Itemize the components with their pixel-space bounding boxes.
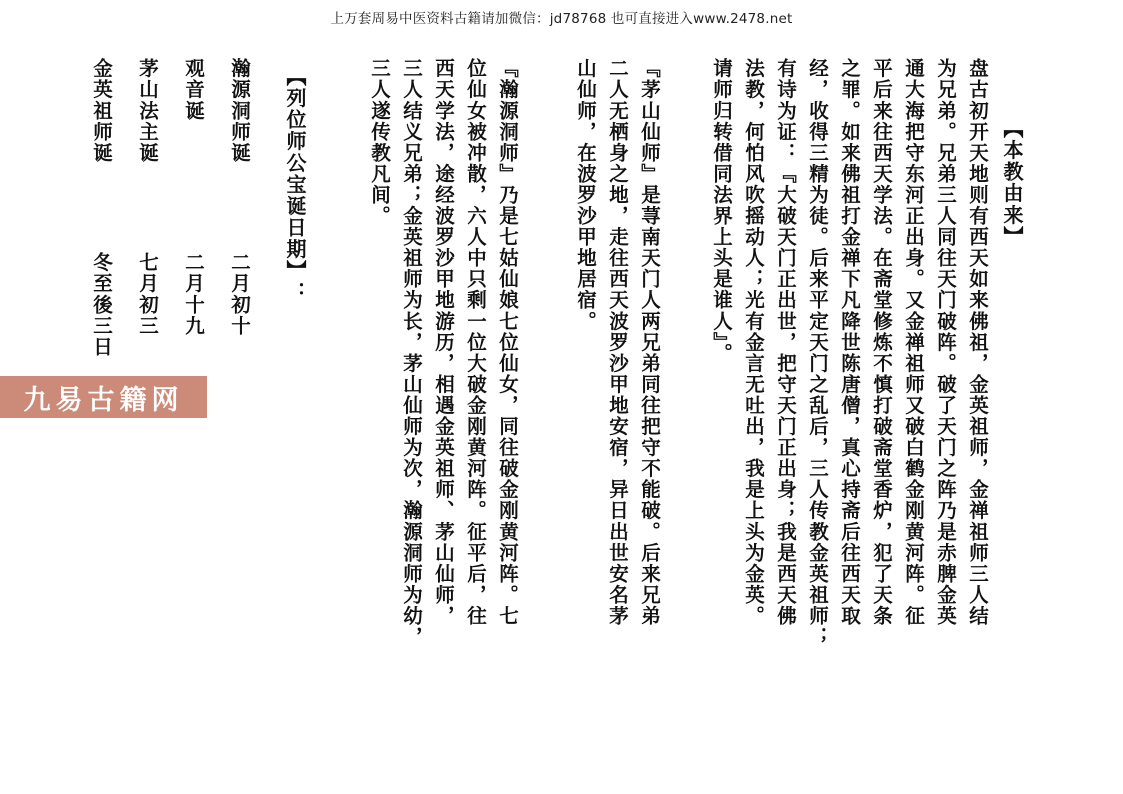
section-title-origin: 【本教由来】: [1000, 118, 1024, 248]
birthday-date: 二月初十: [228, 252, 251, 337]
birthday-name: 瀚源洞师诞: [228, 58, 251, 164]
text-column: 平后来往西天学法。在斋堂修炼不慎打破斋堂香炉，犯了天条: [870, 58, 893, 627]
text-column: 西天学法，途经波罗沙甲地游历，相遇金英祖师、茅山仙师，: [432, 58, 455, 627]
birthday-name: 金英祖师诞: [90, 58, 113, 164]
text-column: 位仙女被冲散，六人中只剩一位大破金刚黄河阵。征平后，往: [464, 58, 487, 627]
text-column: 盘古初开天地则有西天如来佛祖，金英祖师，金禅祖师三人结: [966, 58, 989, 627]
text-column: 之罪。如来佛祖打金禅下凡降世陈唐僧，真心持斋后往西天取: [838, 58, 861, 627]
text-column: 法教，何怕风吹摇动人；光有金言无吐出，我是上头为金英。: [742, 58, 765, 627]
birthday-date: 七月初三: [136, 252, 159, 337]
text-column: 为兄弟。兄弟三人同往天门破阵。破了天门之阵乃是赤脾金英: [934, 58, 957, 627]
text-column: 『茅山仙师』是荨南天门人两兄弟同往把守不能破。后来兄弟: [638, 58, 661, 627]
text-column: 三人结义兄弟；金英祖师为长，茅山仙师为次，瀚源洞师为幼，: [400, 58, 423, 648]
text-column: 『瀚源洞师』乃是七姑仙娘七位仙女，同往破金刚黄河阵。七: [496, 58, 519, 627]
section-title-birthdays: 【列位师公宝诞日期】：: [283, 66, 307, 304]
text-column: 经，收得三精为徒。后来平定天门之乱后，三人传教金英祖师；: [806, 58, 829, 648]
birthday-name: 观音诞: [182, 58, 205, 122]
text-column: 山仙师，在波罗沙甲地居宿。: [574, 58, 597, 332]
birthday-date: 二月十九: [182, 252, 205, 337]
birthday-name: 茅山法主诞: [136, 58, 159, 164]
watermark-logo: 九易古籍网: [0, 376, 207, 418]
page-header-banner: 上万套周易中医资料古籍请加微信：jd78768 也可直接进入www.2478.net: [330, 11, 793, 27]
birthday-date: 冬至後三日: [90, 252, 113, 358]
text-column: 通大海把守东河正出身。又金禅祖师又破白鹤金刚黄河阵。征: [902, 58, 925, 627]
text-column: 三人遂传教凡间。: [368, 58, 391, 227]
text-column: 有诗为证：『大破天门正出世，把守天门正出身；我是西天佛: [774, 58, 797, 627]
text-column: 二人无栖身之地，走往西天波罗沙甲地安宿，异日出世安名茅: [606, 58, 629, 627]
text-column: 请师归转借同法界上头是谁人』。: [710, 58, 733, 364]
